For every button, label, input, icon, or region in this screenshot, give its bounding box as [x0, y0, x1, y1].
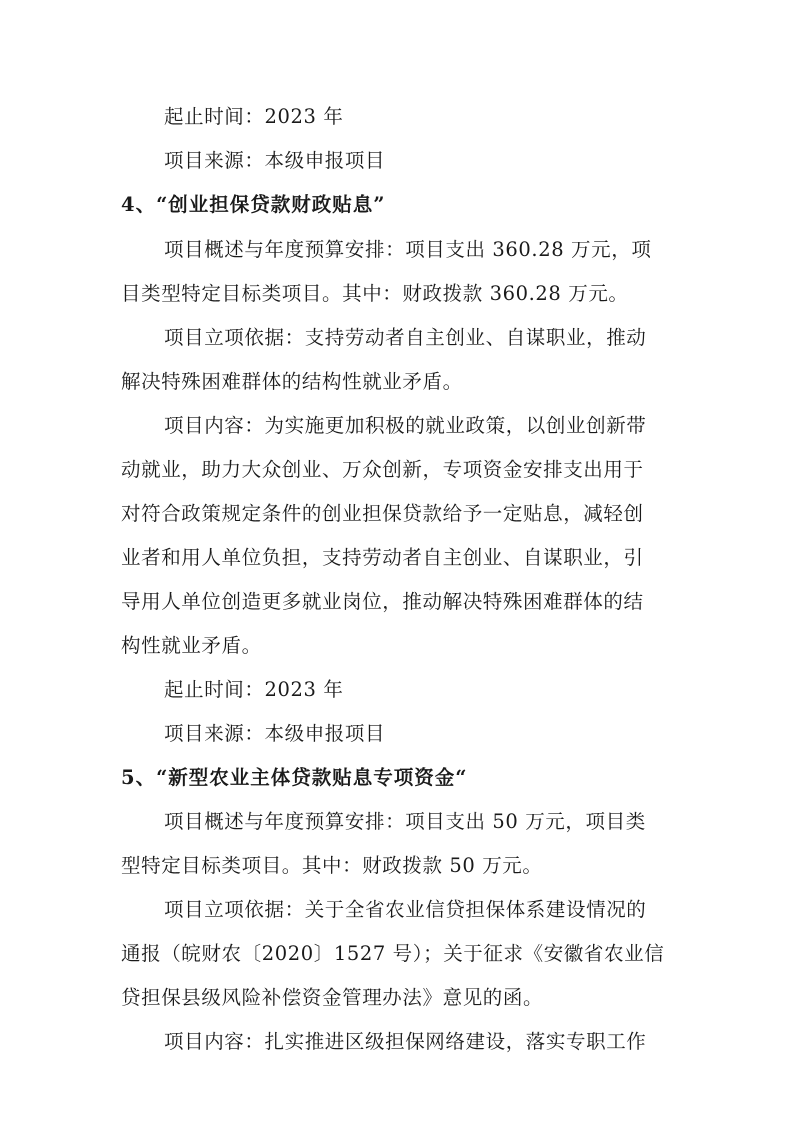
start-end-time-line: 起止时间：2023 年 — [164, 678, 344, 701]
start-end-time-line: 起止时间：2023 年 — [164, 105, 344, 128]
basis-line: 解决特殊困难群体的结构性就业矛盾。 — [121, 370, 463, 393]
content-line: 导用人单位创造更多就业岗位，推动解决特殊困难群体的结 — [121, 590, 644, 613]
basis-line: 贷担保县级风险补偿资金管理办法》意见的函。 — [121, 986, 544, 1009]
overview-line: 型特定目标类项目。其中：财政拨款 50 万元。 — [121, 854, 543, 877]
project-source-line: 项目来源：本级申报项目 — [164, 722, 386, 745]
content-line: 对符合政策规定条件的创业担保贷款给予一定贴息，减轻创 — [121, 502, 644, 525]
content-line: 项目内容：扎实推进区级担保网络建设，落实专职工作 — [164, 1030, 647, 1053]
project-source-line: 项目来源：本级申报项目 — [164, 149, 386, 172]
basis-line: 项目立项依据：关于全省农业信贷担保体系建设情况的 — [164, 898, 647, 921]
content-line: 业者和用人单位负担，支持劳动者自主创业、自谋职业，引 — [121, 546, 644, 569]
overview-line: 目类型特定目标类项目。其中：财政拨款 360.28 万元。 — [121, 282, 629, 305]
content-line: 构性就业矛盾。 — [121, 634, 262, 657]
content-line: 项目内容：为实施更加积极的就业政策，以创业创新带 — [164, 414, 647, 437]
section-heading-4: 4、“创业担保贷款财政贴息” — [121, 193, 386, 216]
overview-line: 项目概述与年度预算安排：项目支出 50 万元，项目类 — [164, 810, 646, 833]
basis-line: 通报（皖财农〔2020〕1527 号）；关于征求《安徽省农业信 — [121, 942, 665, 965]
basis-line: 项目立项依据：支持劳动者自主创业、自谋职业，推动 — [164, 326, 647, 349]
content-line: 动就业，助力大众创业、万众创新，专项资金安排支出用于 — [121, 458, 644, 481]
overview-line: 项目概述与年度预算安排：项目支出 360.28 万元，项 — [164, 238, 652, 261]
section-heading-5: 5、“新型农业主体贷款贴息专项资金“ — [121, 766, 468, 789]
